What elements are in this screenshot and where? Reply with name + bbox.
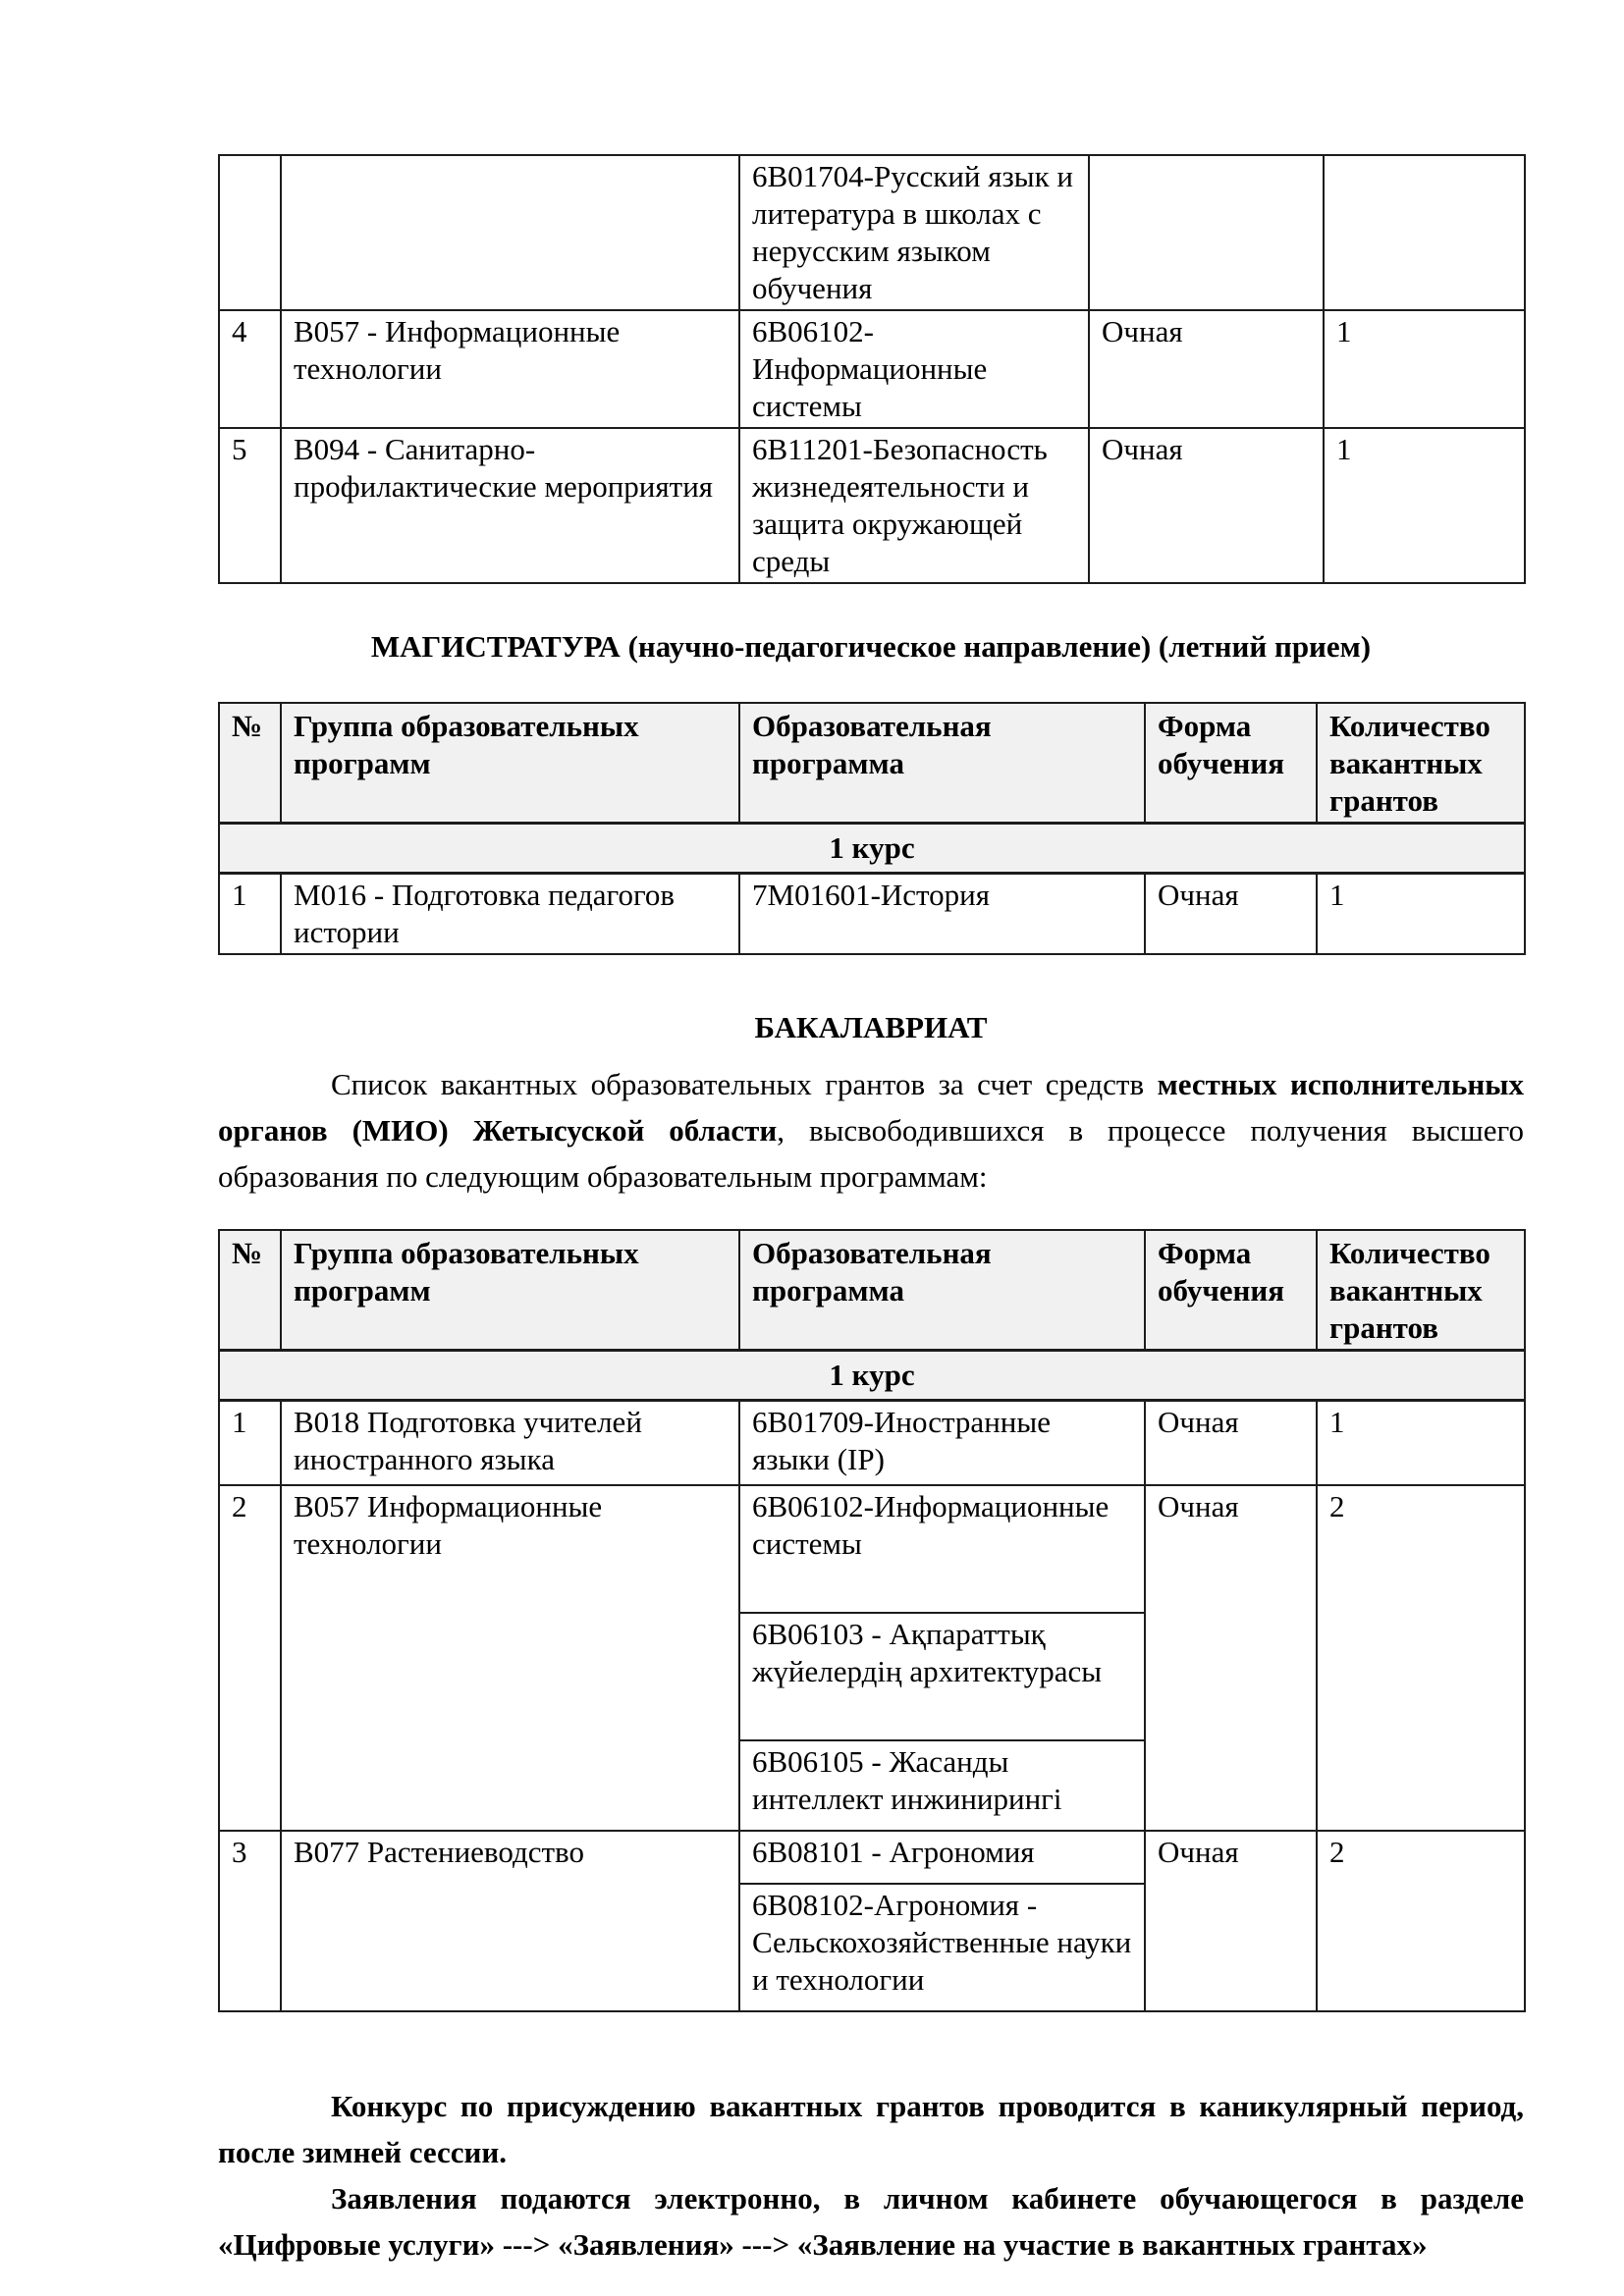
course-row (219, 1351, 1525, 1401)
cell-program: 6В08102-Агрономия - Сельскохозяйственные науки и технологии (739, 1884, 1145, 2011)
header-num: № (219, 1230, 281, 1351)
cell-program: 6В08101 - Агрономия (739, 1831, 1145, 1884)
cell-num: 3 (219, 1831, 281, 2011)
header-row (219, 703, 1525, 824)
cell-program: 7М01601-История (739, 874, 1145, 955)
cell-count: 1 (1317, 874, 1525, 955)
magistratura-table (218, 702, 1526, 955)
course-row (219, 824, 1525, 874)
bakalavriat-heading: БАКАЛАВРИАТ (754, 1010, 988, 1044)
bakalavriat-table (218, 1229, 1526, 2012)
header-count: Количество вакантных грантов (1317, 1230, 1525, 1351)
cell-form: Очная (1145, 1831, 1317, 2011)
header-program: Образовательная программа (739, 1230, 1145, 1351)
intro-text-bold: местных исполнительных органов (МИО) Жетысуской области (218, 1067, 1524, 1148)
cell-group: В094 - Санитарно-профилактические мероприятия (281, 428, 739, 583)
cell-count: 1 (1324, 310, 1525, 428)
cell-form (1089, 155, 1324, 310)
cell-group: М016 - Подготовка педагогов истории (281, 874, 739, 955)
cell-num: 1 (219, 1401, 281, 1485)
bakalavriat-intro-paragraph (218, 1061, 1524, 1200)
contest-period-paragraph: Конкурс по присуждению вакантных грантов проводится в каникулярный период, после зимней сессии. (218, 2088, 1524, 2169)
cell-program: 6В11201-Безопасность жизнедеятельности и защита окружающей среды (739, 428, 1089, 583)
cell-form: Очная (1145, 1485, 1317, 1831)
cell-count: 2 (1317, 1485, 1525, 1831)
cell-group: В018 Подготовка учителей иностранного языка (281, 1401, 739, 1485)
table-row (219, 428, 1525, 583)
cell-group: В077 Растениеводство (281, 1831, 739, 2011)
cell-program: 6В06102-Информационные системы (739, 310, 1089, 428)
application-instructions-paragraph: Заявления подаются электронно, в личном кабинете обучающегося в разделе «Цифровые услуги» ---> «Заявления» ---> «Заявление на участие в вакантных грантах» (218, 2180, 1524, 2262)
table-row (219, 874, 1525, 955)
cell-group (281, 155, 739, 310)
header-form: Форма обучения (1145, 1230, 1317, 1351)
header-program: Образовательная программа (739, 703, 1145, 824)
table-row (219, 155, 1525, 310)
cell-num: 4 (219, 310, 281, 428)
table-row (219, 1401, 1525, 1485)
cell-num (219, 155, 281, 310)
grants-table-continued (218, 154, 1526, 584)
cell-count: 1 (1324, 428, 1525, 583)
intro-text: , высвободившихся в процессе получения высшего образования по следующим образовательным программам: (218, 1113, 1524, 1194)
cell-program: 6В01704-Русский язык и литература в школах с нерусским языком обучения (739, 155, 1089, 310)
cell-program: 6В01709-Иностранные языки (IP) (739, 1401, 1145, 1485)
header-group: Группа образовательных программ (281, 1230, 739, 1351)
course-label: 1 курс (219, 824, 1525, 874)
course-label: 1 курс (219, 1351, 1525, 1401)
cell-num: 5 (219, 428, 281, 583)
cell-program: 6В06105 - Жасанды интеллект инжинирингі (739, 1740, 1145, 1831)
cell-count (1324, 155, 1525, 310)
cell-num: 1 (219, 874, 281, 955)
table-row (219, 1485, 1525, 1613)
cell-form: Очная (1089, 428, 1324, 583)
cell-count: 2 (1317, 1831, 1525, 2011)
magistratura-heading: МАГИСТРАТУРА (научно-педагогическое направление) (летний прием) (370, 629, 1372, 664)
header-form: Форма обучения (1145, 703, 1317, 824)
cell-form: Очная (1145, 1401, 1317, 1485)
header-count: Количество вакантных грантов (1317, 703, 1525, 824)
cell-num: 2 (219, 1485, 281, 1831)
cell-group: В057 - Информационные технологии (281, 310, 739, 428)
header-group: Группа образовательных программ (281, 703, 739, 824)
cell-group: В057 Информационные технологии (281, 1485, 739, 1831)
footer-notes (218, 2083, 1524, 2268)
header-num: № (219, 703, 281, 824)
cell-form: Очная (1089, 310, 1324, 428)
table-row (219, 1831, 1525, 1884)
intro-text: Список вакантных образовательных грантов за счет средств (331, 1067, 1158, 1101)
document-page (218, 154, 1524, 2268)
cell-form: Очная (1145, 874, 1317, 955)
cell-count: 1 (1317, 1401, 1525, 1485)
cell-program: 6В06102-Информационные системы (739, 1485, 1145, 1613)
header-row (219, 1230, 1525, 1351)
table-row (219, 310, 1525, 428)
cell-program: 6В06103 - Ақпараттық жүйелердің архитектурасы (739, 1613, 1145, 1740)
